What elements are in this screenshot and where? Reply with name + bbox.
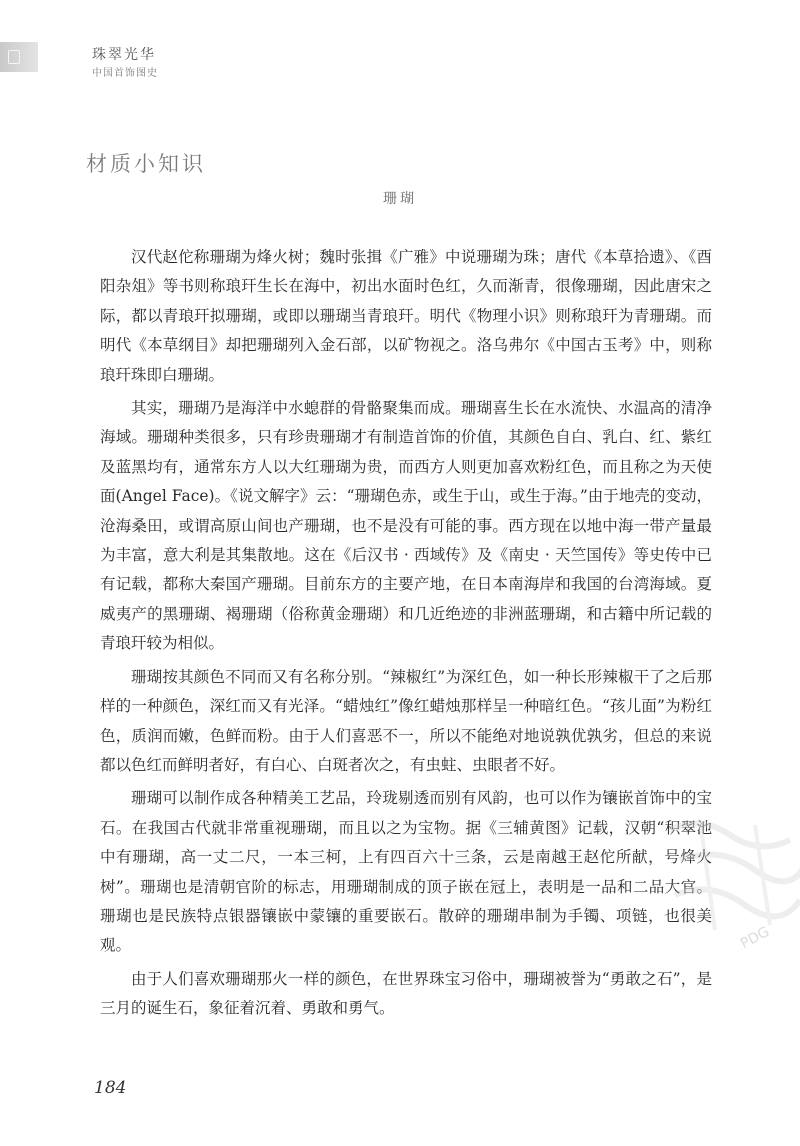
running-header-subtitle: 中国首饰图史 (92, 68, 158, 79)
article-title: 珊瑚 (383, 191, 417, 207)
page-number: 184 (94, 1078, 127, 1098)
page-corner-tab (0, 42, 38, 72)
section-heading: 材质小知识 (86, 152, 206, 176)
watermark-text: PDG (738, 923, 773, 953)
article-body (100, 243, 712, 1028)
paragraph-5: 由于人们喜欢珊瑚那火一样的颜色，在世界珠宝习俗中，珊瑚被誉为“勇敢之石”，是三月的诞生石，象征着沉着、勇敢和勇气。 (100, 969, 712, 1018)
corner-mark-icon (8, 50, 20, 64)
watermark-seal-icon (660, 810, 800, 940)
paragraph-1: 汉代赵佗称珊瑚为烽火树；魏时张揖《广雅》中说珊瑚为珠；唐代《本草拾遗》、《酉阳杂俎》等书则称琅玕生长在海中，初出水面时色红，久而渐青，很像珊瑚，因此唐宋之际，都以青琅玕拟珊瑚，或即以珊瑚当青琅玕。明代《物理小识》则称琅玕为青珊瑚。而明代《本草纲目》却把珊瑚列入金石部，以矿物视之。洛乌弗尔《中国古玉考》中，则称琅玕珠即白珊瑚。 (100, 248, 712, 384)
paragraph-2: 其实，珊瑚乃是海洋中水螅群的骨骼聚集而成。珊瑚喜生长在水流快、水温高的清净海域。珊瑚种类很多，只有珍贵珊瑚才有制造首饰的价值，其颜色自白、乳白、红、紫红及蓝黑均有，通常东方人以大红珊瑚为贵，而西方人则更加喜欢粉红色，而且称之为天使面(Angel Face)。《说文解字》云：“珊瑚色赤，或生于山，或生于海。”由于地壳的变动，沧海桑田，或谓高原山间也产珊瑚，也不是没有可能的事。西方现在以地中海一带产量最为丰富，意大利是其集散地。这在《后汉书 · 西域传》及《南史 · 天竺国传》等史传中已有记载，都称大秦国产珊瑚。目前东方的主要产地，在日本南海岸和我国的台湾海域。夏威夷产的黑珊瑚、褐珊瑚（俗称黄金珊瑚）和几近绝迹的非洲蓝珊瑚，和古籍中所记载的青琅玕较为相似。 (100, 399, 712, 653)
running-header-title: 珠翠光华 (92, 47, 156, 63)
paragraph-3: 珊瑚按其颜色不同而又有名称分别。“辣椒红”为深红色，如一种长形辣椒干了之后那样的一种颜色，深红而又有光泽。“蜡烛红”像红蜡烛那样呈一种暗红色。“孩儿面”为粉红色，质润而嫩，色鲜而粉。由于人们喜恶不一，所以不能绝对地说孰优孰劣，但总的来说都以色红而鲜明者好，有白心、白斑者次之，有虫蛀、虫眼者不好。 (100, 667, 712, 774)
paragraph-4: 珊瑚可以制作成各种精美工艺品，玲珑剔透而别有风韵，也可以作为镶嵌首饰中的宝石。在我国古代就非常重视珊瑚，而且以之为宝物。据《三辅黄图》记载，汉朝“积翠池中有珊瑚，高一丈二尺，一本三柯，上有四百六十三条，云是南越王赵佗所献，号烽火树”。珊瑚也是清朝官阶的标志，用珊瑚制成的顶子嵌在冠上，表明是一品和二品大官。珊瑚也是民族特点银器镶嵌中蒙镶的重要嵌石。散碎的珊瑚串制为手镯、项链，也很美观。 (100, 789, 712, 955)
